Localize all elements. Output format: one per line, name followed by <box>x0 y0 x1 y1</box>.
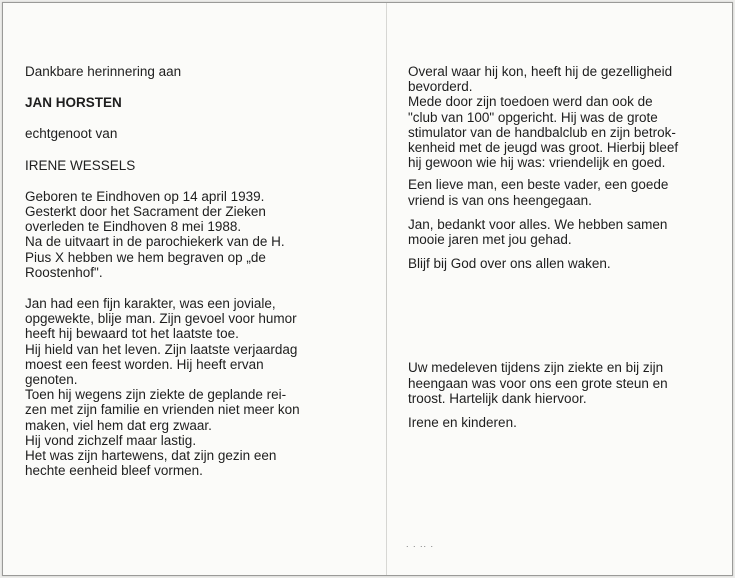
character-line: Hij hield van het leven. Zijn laatste verjaardag <box>25 341 298 357</box>
signature: Irene en kinderen. <box>408 415 517 431</box>
relation-text: echtgenoot van <box>25 126 118 142</box>
thanks-paragraph <box>408 360 708 406</box>
card-fold <box>386 3 387 575</box>
community-line: Overal waar hij kon, heeft hij de gezelligheid <box>408 64 673 79</box>
character-line: hechte eenheid bleef vormen. <box>25 463 203 479</box>
thanks-line: heengaan was voor ons een grote steun en <box>408 375 668 391</box>
bio-paragraph <box>25 189 322 280</box>
community-line: kenheid met de jeugd was groot. Hierbij bleef <box>408 140 679 156</box>
tribute-paragraph <box>408 177 708 207</box>
character-line: moest een feest worden. Hij heeft ervan <box>25 356 264 372</box>
bio-line: overleden te Eindhoven 8 mei 1988. <box>25 219 242 235</box>
community-line: bevorderd. <box>408 79 473 95</box>
character-line: Hij vond zichzelf maar lastig. <box>25 432 197 448</box>
character-line: zen met zijn familie en vrienden niet meer kon <box>25 402 300 418</box>
bio-line: Gesterkt door het Sacrament der Zieken <box>25 204 266 220</box>
bio-line: Roostenhof". <box>25 264 103 280</box>
community-line: Mede door zijn toedoen werd dan ook de <box>408 94 653 110</box>
prayer-line: Blijf bij God over ons allen waken. <box>408 256 611 272</box>
character-paragraph <box>25 296 322 478</box>
header-text: Dankbare herinnering aan <box>25 64 182 79</box>
spouse-name: IRENE WESSELS <box>25 157 136 173</box>
tribute-line: vriend is van ons heengegaan. <box>408 192 592 208</box>
character-line: Toen hij wegens zijn ziekte de geplande rei- <box>25 387 287 403</box>
thanks-line: Uw medeleven tijdens zijn ziekte en bij zijn <box>408 360 664 376</box>
thanks-line: troost. Hartelijk dank hiervoor. <box>408 390 587 406</box>
community-paragraph <box>408 64 708 170</box>
character-line: opgewekte, blije man. Zijn gevoel voor humor <box>25 311 297 327</box>
right-page <box>408 64 708 430</box>
tribute-line: Een lieve man, een beste vader, een goede <box>408 177 669 193</box>
gratitude-line: Jan, bedankt voor alles. We hebben samen <box>408 216 668 232</box>
bio-line: Pius X hebben we hem begraven op „de <box>25 249 266 265</box>
character-line: Het was zijn hartewens, dat zijn gezin een <box>25 448 277 464</box>
community-line: hij gewoon wie hij was: vriendelijk en goed. <box>408 155 666 171</box>
left-page <box>25 64 322 478</box>
deceased-name: JAN HORSTEN <box>25 95 122 111</box>
character-line: Jan had een fijn karakter, was een joviale, <box>25 296 276 312</box>
character-line: genoten. <box>25 372 78 388</box>
community-line: stimulator van de handbalclub en zijn betrok- <box>408 124 676 140</box>
character-line: heeft hij bewaard tot het laatste toe. <box>25 326 239 342</box>
community-line: "club van 100" opgericht. Hij was de grote <box>408 109 658 125</box>
footer-mark: . . .. . <box>406 539 435 549</box>
gratitude-line: mooie jaren met jou gehad. <box>408 232 572 248</box>
character-line: maken, viel hem dat erg zwaar. <box>25 417 212 433</box>
gratitude-paragraph <box>408 217 708 247</box>
bio-line: Geboren te Eindhoven op 14 april 1939. <box>25 188 265 204</box>
bio-line: Na de uitvaart in de parochiekerk van de H. <box>25 234 285 250</box>
